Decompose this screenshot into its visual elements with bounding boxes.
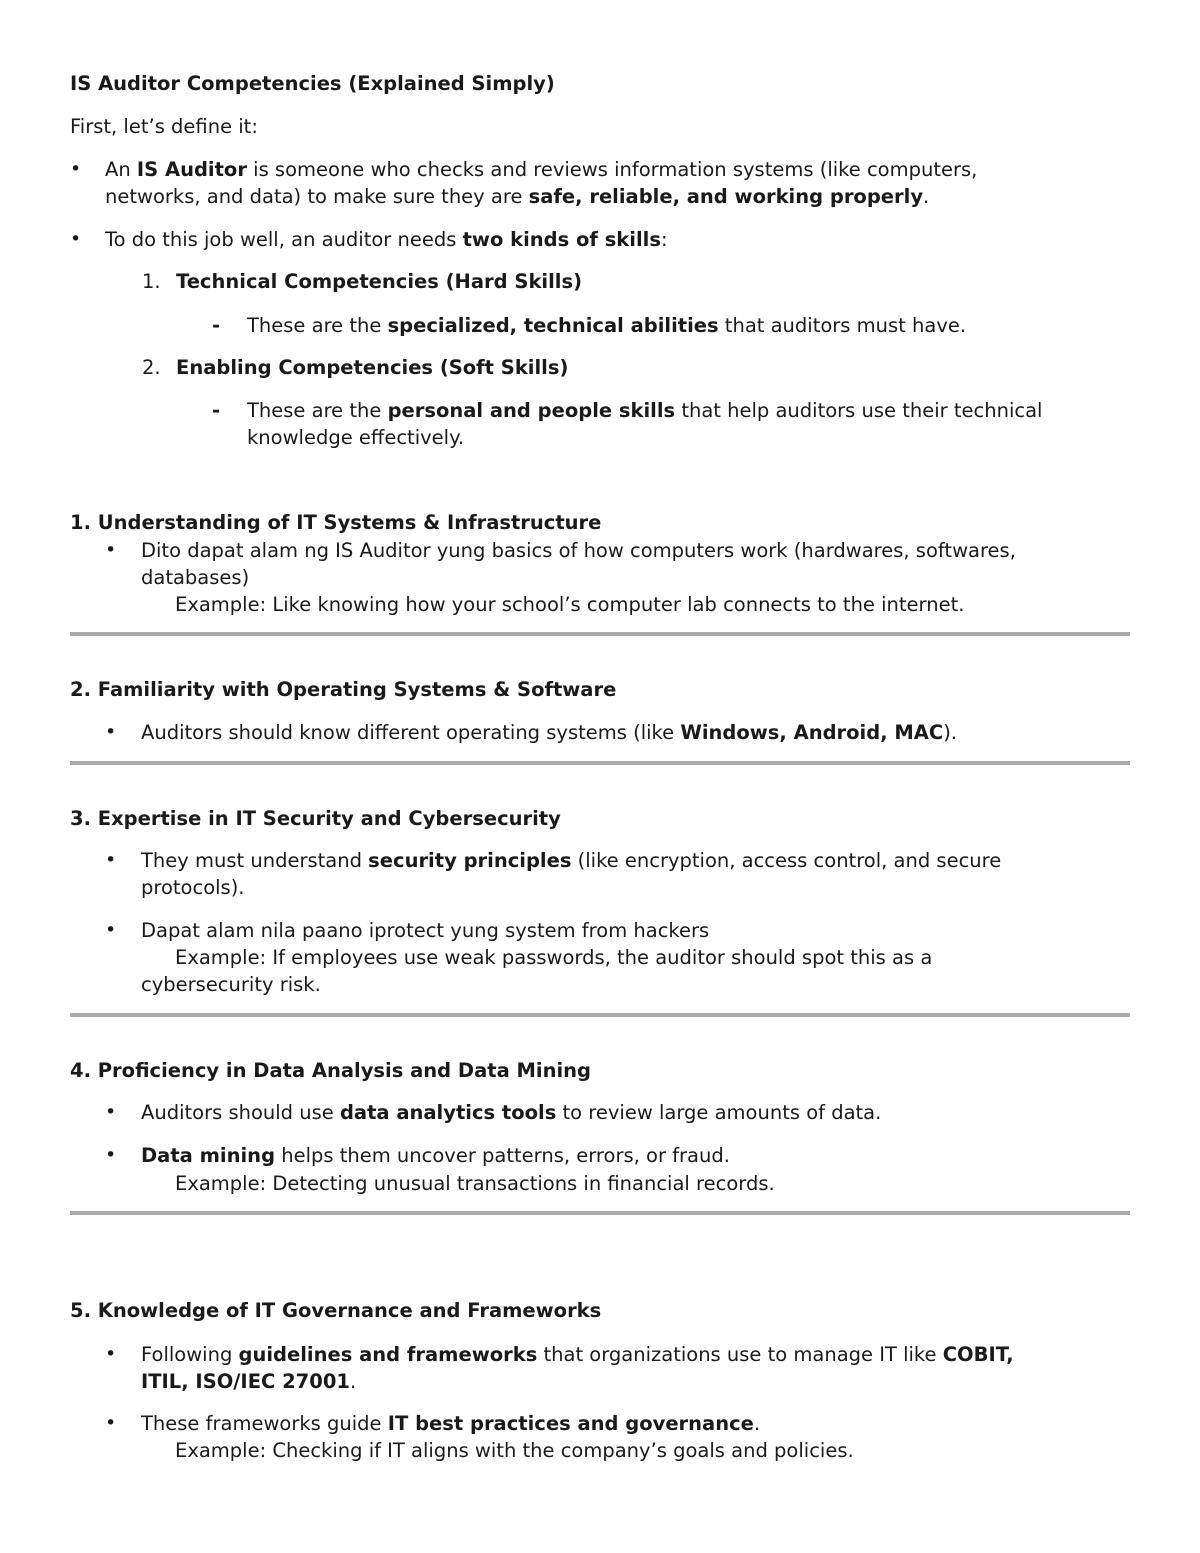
section-3-bullet-1-line-2: protocols). xyxy=(141,876,245,899)
list-number: 1. xyxy=(142,270,161,293)
bullet-icon: • xyxy=(105,1343,117,1365)
section-5-example: Example: Checking if IT aligns with the company’s goals and policies. xyxy=(175,1439,854,1462)
bullet-icon: • xyxy=(70,158,82,180)
definition-line-2: networks, and data) to make sure they are safe, reliable, and working properly. xyxy=(105,185,930,208)
section-5-bullet-2: These frameworks guide IT best practices and governance. xyxy=(141,1412,761,1435)
section-4-heading: 4. Proficiency in Data Analysis and Data Mining xyxy=(70,1059,592,1082)
section-3-bullet-2-line-1: Dapat alam nila paano iprotect yung system from hackers xyxy=(141,919,710,942)
section-5-bullet-1-line-2: ITIL, ISO/IEC 27001. xyxy=(141,1370,357,1393)
section-1-bullet-line-2: databases) xyxy=(141,566,250,589)
section-3-heading: 3. Expertise in IT Security and Cybersecurity xyxy=(70,807,561,830)
definition-line-1: An IS Auditor is someone who checks and reviews information systems (like computers, xyxy=(105,158,978,181)
section-divider xyxy=(70,761,1130,765)
section-3-bullet-1-line-1: They must understand security principles (like encryption, access control, and secure xyxy=(141,849,1002,872)
section-1-bullet-line-1: Dito dapat alam ng IS Auditor yung basics of how computers work (hardwares, softwares, xyxy=(141,539,1016,562)
bullet-icon: • xyxy=(105,849,117,871)
bullet-icon: • xyxy=(105,1412,117,1434)
section-4-bullet-2: Data mining helps them uncover patterns, errors, or fraud. xyxy=(141,1144,730,1167)
page-title: IS Auditor Competencies (Explained Simply) xyxy=(70,72,555,95)
section-divider xyxy=(70,1013,1130,1017)
enabling-competencies-heading: Enabling Competencies (Soft Skills) xyxy=(176,356,569,379)
bullet-icon: • xyxy=(105,1101,117,1123)
section-4-bullet-1: Auditors should use data analytics tools to review large amounts of data. xyxy=(141,1101,882,1124)
enabling-competencies-desc-line-2: knowledge effectively. xyxy=(247,426,465,449)
list-number: 2. xyxy=(142,356,161,379)
dash-marker: - xyxy=(212,399,221,422)
bullet-icon: • xyxy=(105,919,117,941)
section-1-heading: 1. Understanding of IT Systems & Infrastructure xyxy=(70,511,602,534)
section-2-bullet-line: Auditors should know different operating systems (like Windows, Android, MAC). xyxy=(141,721,958,744)
section-2-heading: 2. Familiarity with Operating Systems & Software xyxy=(70,678,617,701)
bullet-icon: • xyxy=(105,721,117,743)
section-divider xyxy=(70,1211,1130,1215)
section-divider xyxy=(70,632,1130,636)
section-4-example: Example: Detecting unusual transactions in financial records. xyxy=(175,1172,775,1195)
dash-marker: - xyxy=(212,314,221,337)
section-1-example: Example: Like knowing how your school’s computer lab connects to the internet. xyxy=(175,593,965,616)
section-5-heading: 5. Knowledge of IT Governance and Frameworks xyxy=(70,1299,602,1322)
section-3-bullet-2-line-3: cybersecurity risk. xyxy=(141,973,321,996)
bullet-icon: • xyxy=(105,1144,117,1166)
section-3-example: Example: If employees use weak passwords, the auditor should spot this as a xyxy=(175,946,933,969)
technical-competencies-desc: These are the specialized, technical abilities that auditors must have. xyxy=(247,314,967,337)
intro-text: First, let’s define it: xyxy=(70,115,258,138)
bullet-icon: • xyxy=(105,539,117,561)
enabling-competencies-desc-line-1: These are the personal and people skills that help auditors use their technical xyxy=(247,399,1043,422)
technical-competencies-heading: Technical Competencies (Hard Skills) xyxy=(176,270,582,293)
bullet-icon: • xyxy=(70,228,82,250)
skills-intro-line: To do this job well, an auditor needs two kinds of skills: xyxy=(105,228,668,251)
section-5-bullet-1-line-1: Following guidelines and frameworks that organizations use to manage IT like COBIT, xyxy=(141,1343,1014,1366)
